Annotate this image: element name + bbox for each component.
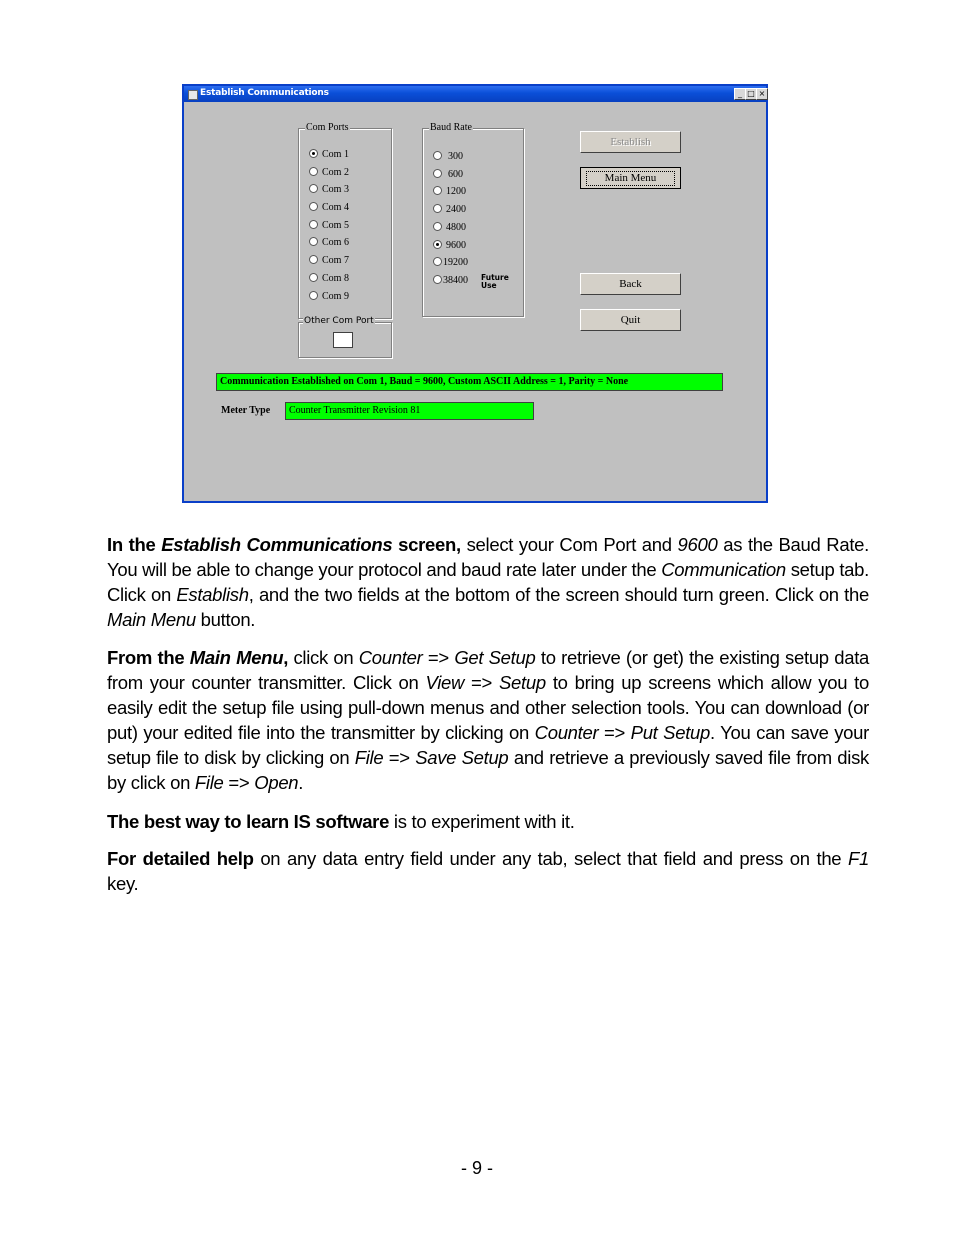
communication-status-field: Communication Established on Com 1, Baud = 9600, Custom ASCII Address = 1, Parity = None: [216, 373, 723, 391]
title-bar: [184, 86, 766, 102]
radio-com-2[interactable]: Com 2: [309, 167, 349, 179]
radio-baud-9600[interactable]: 9600: [433, 240, 466, 252]
paragraph-help: For detailed help on any data entry field under any tab, select that field and press on the F1 key.: [107, 848, 869, 894]
baud-rate-legend: Baud Rate: [430, 122, 472, 133]
radio-icon: [309, 184, 318, 193]
com-ports-legend: Com Ports: [306, 122, 349, 133]
radio-icon: [433, 186, 442, 195]
future-use-note: Future Use: [481, 273, 509, 290]
meter-type-field: Counter Transmitter Revision 81: [285, 402, 534, 420]
paragraph-main-menu: From the Main Menu, click on Counter => Get Setup to retrieve (or get) the existing setup data from your counter transmitter. Click on View => Setup to bring up screens which allow you to easily edit the setup file using pull-down menus and other selection tools. You can download (or put) your edited file into the transmitter by clicking on Counter => Put Setup. You can save your setup file to disk by clicking on File => Save Setup and retrieve a previously saved file from disk by click on File => Open.: [107, 647, 870, 793]
radio-com-1[interactable]: Com 1: [309, 149, 349, 161]
radio-icon: [309, 202, 318, 211]
radio-baud-300[interactable]: 300: [433, 151, 463, 163]
radio-icon: [433, 222, 442, 231]
radio-icon: [309, 291, 318, 300]
window-title: Establish Communications: [200, 88, 329, 98]
radio-baud-600[interactable]: 600: [433, 169, 463, 181]
maximize-icon[interactable]: □: [745, 88, 757, 100]
paragraph-learn: The best way to learn IS software is to experiment with it.: [107, 811, 575, 832]
com-ports-group: [298, 122, 392, 319]
radio-selected-icon: [309, 149, 318, 158]
radio-com-3[interactable]: Com 3: [309, 184, 349, 196]
radio-icon: [309, 237, 318, 246]
radio-com-9[interactable]: Com 9: [309, 291, 349, 303]
radio-icon: [309, 167, 318, 176]
back-button[interactable]: Back: [580, 273, 681, 295]
radio-com-4[interactable]: Com 4: [309, 202, 349, 214]
establish-button[interactable]: Establish: [580, 131, 681, 153]
radio-icon: [309, 220, 318, 229]
radio-icon: [433, 275, 442, 284]
radio-icon: [433, 204, 442, 213]
paragraph-establish: In the Establish Communications screen, select your Com Port and 9600 as the Baud Rate. You will be able to change your protocol and baud rate later under the Communication setup tab. Click on Establish, and the two fields at the bottom of the screen should turn green. Click on the Main Menu button.: [107, 534, 869, 630]
window-client-area: [184, 102, 766, 501]
main-menu-button[interactable]: [580, 167, 681, 189]
meter-type-label: Meter Type: [221, 405, 271, 416]
radio-icon: [433, 169, 442, 178]
radio-com-5[interactable]: Com 5: [309, 220, 349, 232]
radio-icon: [309, 255, 318, 264]
radio-baud-19200[interactable]: 19200: [433, 257, 468, 269]
radio-baud-4800[interactable]: 4800: [433, 222, 466, 234]
app-icon: [188, 90, 198, 100]
radio-icon: [433, 257, 442, 266]
page-number: - 9 -: [460, 1158, 493, 1178]
radio-baud-2400[interactable]: 2400: [433, 204, 466, 216]
quit-button[interactable]: Quit: [580, 309, 681, 331]
radio-com-8[interactable]: Com 8: [309, 273, 349, 285]
minimize-icon[interactable]: _: [734, 88, 746, 100]
radio-selected-icon: [433, 240, 442, 249]
radio-baud-38400[interactable]: 38400: [433, 275, 468, 287]
radio-baud-1200[interactable]: 1200: [433, 186, 466, 198]
main-menu-label: Main Menu: [586, 171, 676, 186]
other-com-port-input[interactable]: [333, 332, 353, 348]
other-com-port-legend: Other Com Port: [304, 316, 374, 326]
radio-icon: [309, 273, 318, 282]
radio-com-6[interactable]: Com 6: [309, 237, 349, 249]
radio-com-7[interactable]: Com 7: [309, 255, 349, 267]
other-com-port-group: [298, 316, 392, 358]
establish-communications-window: [182, 84, 768, 503]
radio-icon: [433, 151, 442, 160]
baud-rate-group: [422, 122, 524, 317]
close-icon[interactable]: ×: [756, 88, 768, 100]
